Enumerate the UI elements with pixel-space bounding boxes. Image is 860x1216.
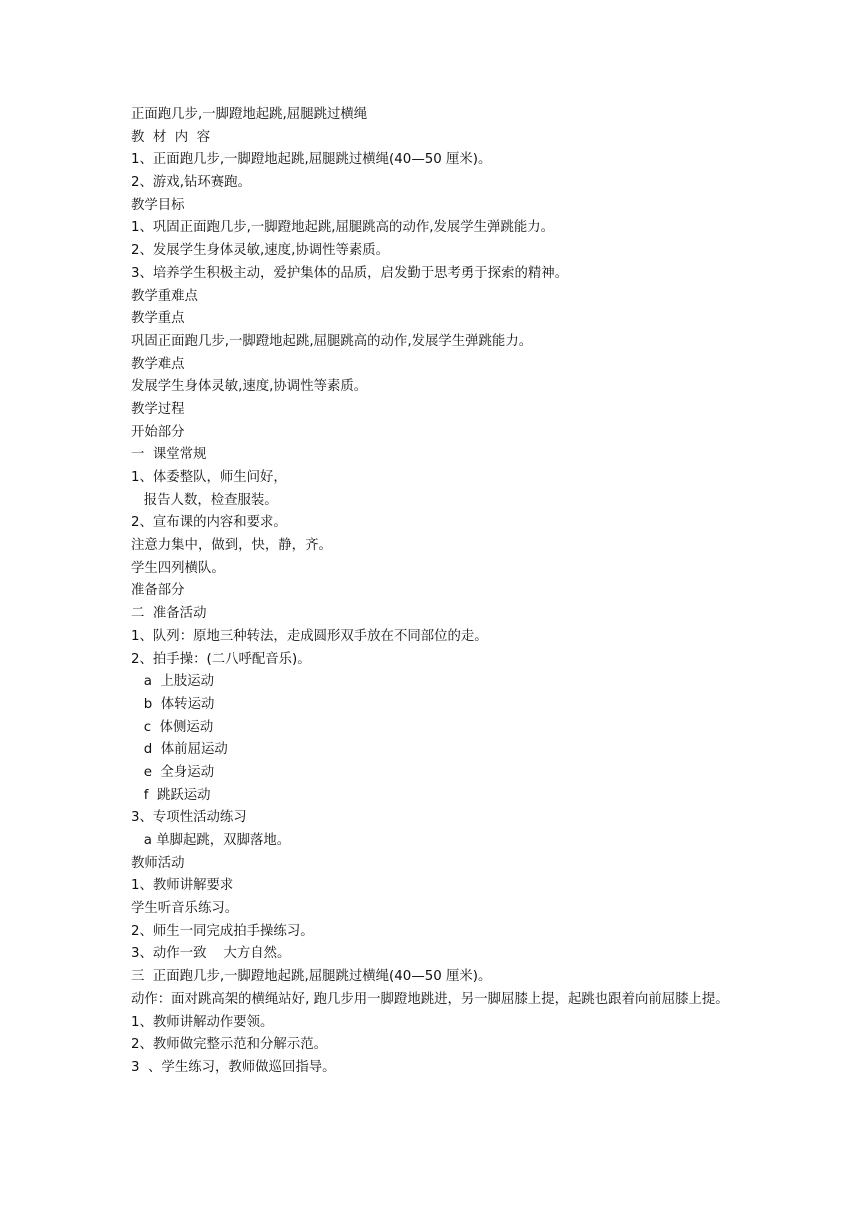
text-line: 1、体委整队，师生问好，	[131, 470, 287, 485]
list-item: e 全身运动	[131, 764, 215, 780]
text-line: 巩固正面跑几步,一脚蹬地起跳,屈腿跳高的动作,发展学生弹跳能力。	[131, 333, 533, 349]
section-heading: 教学重难点	[131, 288, 198, 304]
section-heading: 教 材 内 容	[131, 129, 211, 145]
section-heading: 教学过程	[131, 401, 185, 417]
text-line: 二 准备活动	[131, 606, 207, 622]
text-line: 2、师生一同完成拍手操练习。	[131, 923, 314, 939]
text-line: 发展学生身体灵敏,速度,协调性等素质。	[131, 379, 368, 395]
section-heading: 教学重点	[131, 311, 185, 327]
text-line: 2、拍手操：(二八呼配音乐)。	[131, 651, 311, 667]
section-heading: 教师活动	[131, 855, 185, 871]
document-body	[131, 104, 741, 1080]
text-line: 2、宣布课的内容和要求。	[131, 515, 287, 531]
text-line: 三 正面跑几步,一脚蹬地起跳,屈腿跳过横绳(40—50 厘米)。	[131, 969, 492, 985]
text-line: 1、巩固正面跑几步,一脚蹬地起跳,屈腿跳高的动作,发展学生弹跳能力。	[131, 220, 555, 236]
text-line: 1、队列：原地三种转法，走成圆形双手放在不同部位的走。	[131, 628, 488, 644]
text-line: 一 课堂常规	[131, 447, 207, 463]
text-line: 3、动作一致 大方自然。	[131, 946, 291, 962]
text-line: 注意力集中，做到，快，静，齐。	[131, 538, 332, 554]
list-item: d 体前屈运动	[131, 742, 228, 758]
text-line: 2、教师做完整示范和分解示范。	[131, 1037, 327, 1053]
list-item: a 单脚起跳，双脚落地。	[131, 833, 291, 848]
text-line: 1、教师讲解要求	[131, 878, 234, 894]
paragraph: 动作：面对跳高架的横绳站好, 跑几步用一脚蹬地跳进，另一脚屈膝上提，起跳也跟着向前屈膝上提。	[131, 991, 729, 1007]
list-item: b 体转运动	[131, 696, 215, 712]
text-line: 学生四列横队。	[131, 560, 225, 576]
text-line: 3、培养学生积极主动，爱护集体的品质，启发勤于思考勇于探索的精神。	[131, 265, 569, 281]
text-line: 2、发展学生身体灵敏,速度,协调性等素质。	[131, 243, 390, 259]
list-item: c 体侧运动	[131, 719, 214, 735]
text-line: 报告人数，检查服装。	[131, 492, 278, 508]
section-heading: 教学目标	[131, 197, 185, 213]
doc-title: 正面跑几步,一脚蹬地起跳,屈腿跳过横绳	[131, 107, 368, 122]
text-line: 1、教师讲解动作要领。	[131, 1014, 274, 1030]
text-line: 学生听音乐练习。	[131, 901, 239, 917]
section-heading: 准备部分	[131, 583, 185, 599]
list-item: a 上肢运动	[131, 674, 215, 690]
text-line: 3 、学生练习，教师做巡回指导。	[131, 1059, 336, 1075]
list-item: f 跳跃运动	[131, 787, 211, 803]
text-line: 1、正面跑几步,一脚蹬地起跳,屈腿跳过横绳(40—50 厘米)。	[131, 152, 492, 168]
text-line: 3、专项性活动练习	[131, 810, 247, 826]
section-heading: 开始部分	[131, 424, 185, 440]
section-heading: 教学难点	[131, 356, 185, 372]
text-line: 2、游戏,钻环赛跑。	[131, 175, 251, 191]
